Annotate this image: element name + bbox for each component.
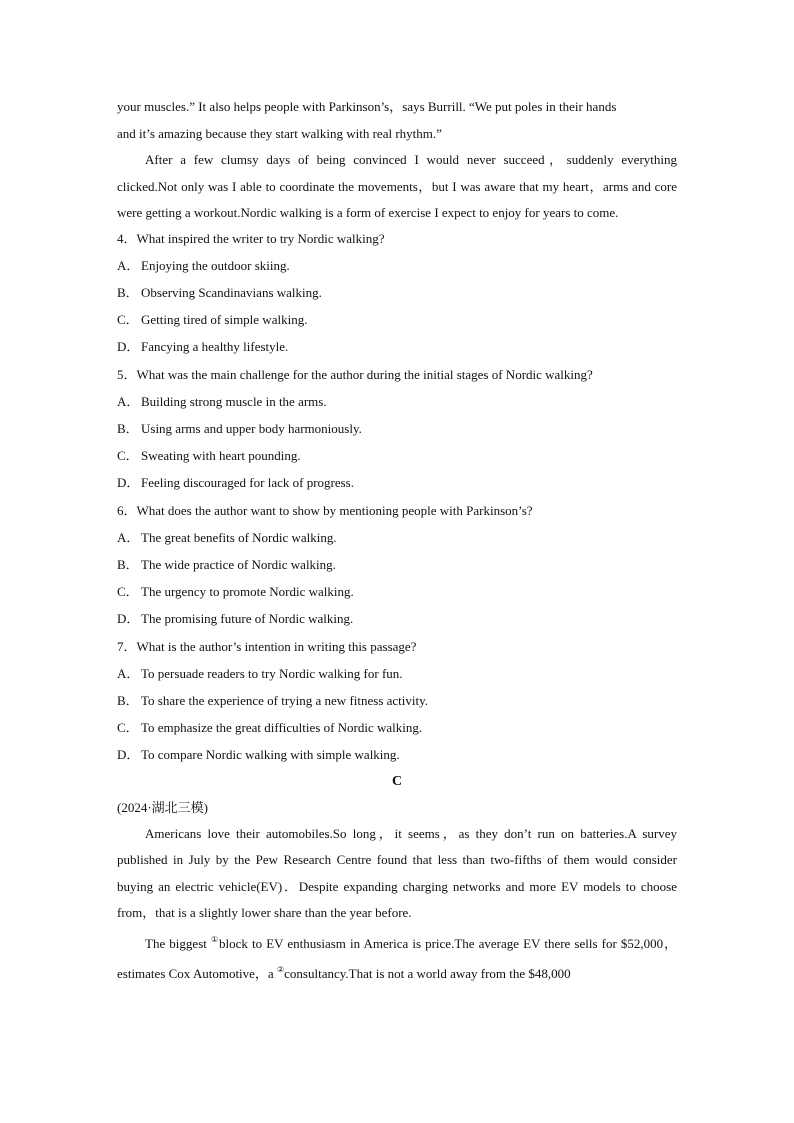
paragraph <box>117 927 677 988</box>
option-text: The great benefits of Nordic walking. <box>141 529 337 545</box>
option-d[interactable] <box>117 605 677 632</box>
paragraph: Americans love their automobiles.So long，it seems，as they don’t run on batteries.A survey published in July by the Pew Research Centre found that less than two-fifths of them would consider buying an electric vehicle(EV)．Despite expanding charging networks and more EV models to choose from，that is a slightly lower share than the year before. <box>117 825 677 921</box>
footnote-marker-1: ① <box>210 934 219 944</box>
option-b[interactable] <box>117 279 677 306</box>
option-a[interactable] <box>117 252 677 279</box>
option-b[interactable] <box>117 415 677 442</box>
document-page <box>117 94 677 988</box>
option-letter: A． <box>117 257 140 273</box>
question-4 <box>117 225 677 361</box>
option-letter: B． <box>117 420 139 436</box>
option-letter: A． <box>117 393 140 409</box>
option-letter: C． <box>117 584 139 600</box>
option-text: Getting tired of simple walking. <box>141 312 308 328</box>
question-stem: 5．What was the main challenge for the author during the initial stages of Nordic walking? <box>117 366 593 382</box>
section-heading: C <box>391 773 403 789</box>
option-b[interactable] <box>117 551 677 578</box>
option-a[interactable] <box>117 524 677 551</box>
option-b[interactable] <box>117 687 677 714</box>
option-letter: D． <box>117 475 140 491</box>
option-d[interactable] <box>117 469 677 496</box>
text-span: The biggest <box>145 935 211 951</box>
option-c[interactable] <box>117 442 677 469</box>
option-text: Building strong muscle in the arms. <box>141 393 327 409</box>
section-c <box>117 769 677 988</box>
text-span: block to EV enthusiasm in America is price.The average EV there sells for $52,000，estimates Cox Automotive，a <box>117 935 677 982</box>
option-letter: A． <box>117 529 140 545</box>
option-letter: A． <box>117 665 140 681</box>
option-letter: C． <box>117 312 139 328</box>
option-text: The promising future of Nordic walking. <box>141 611 354 627</box>
passage-b-continuation <box>117 94 677 227</box>
option-a[interactable] <box>117 660 677 687</box>
option-text: Enjoying the outdoor skiing. <box>141 257 290 273</box>
option-letter: D． <box>117 339 140 355</box>
option-text: Using arms and upper body harmoniously. <box>141 420 362 436</box>
paragraph: After a few clumsy days of being convinced I would never succeed，suddenly everything clicked.Not only was I able to coordinate the movements，but I was aware that my heart，arms and core were getting a workout.Nordic walking is a form of exercise I expect to enjoy for years to come. <box>117 152 677 220</box>
question-stem: 4．What inspired the writer to try Nordic walking? <box>117 230 385 246</box>
option-letter: B． <box>117 284 139 300</box>
option-letter: B． <box>117 692 139 708</box>
question-7 <box>117 633 677 769</box>
text-span: consultancy.That is not a world away from the $48,000 <box>284 966 571 982</box>
option-c[interactable] <box>117 578 677 605</box>
option-letter: C． <box>117 448 139 464</box>
question-list <box>117 225 677 769</box>
option-text: Sweating with heart pounding. <box>141 448 301 464</box>
option-letter: B． <box>117 556 139 572</box>
question-5 <box>117 361 677 497</box>
option-letter: D． <box>117 747 140 763</box>
text-line: and it’s amazing because they start walking with real rhythm.” <box>117 125 442 141</box>
option-text: The wide practice of Nordic walking. <box>141 556 336 572</box>
option-text: To persuade readers to try Nordic walking for fun. <box>141 665 403 681</box>
option-d[interactable] <box>117 333 677 360</box>
option-text: To emphasize the great difficulties of Nordic walking. <box>141 720 423 736</box>
option-text: To compare Nordic walking with simple walking. <box>141 747 400 763</box>
option-d[interactable] <box>117 741 677 768</box>
text-line: your muscles.” It also helps people with Parkinson’s，says Burrill. “We put poles in their hands <box>117 99 617 114</box>
option-letter: D． <box>117 611 140 627</box>
source-note: (2024·湖北三模) <box>117 799 208 815</box>
option-c[interactable] <box>117 714 677 741</box>
option-text: Fancying a healthy lifestyle. <box>141 339 289 355</box>
option-text: The urgency to promote Nordic walking. <box>141 584 354 600</box>
question-stem: 7．What is the author’s intention in writing this passage? <box>117 638 417 654</box>
option-a[interactable] <box>117 388 677 415</box>
option-text: Feeling discouraged for lack of progress. <box>141 475 354 491</box>
option-letter: C． <box>117 720 139 736</box>
footnote-marker-2: ② <box>276 965 285 975</box>
option-text: To share the experience of trying a new fitness activity. <box>141 692 429 708</box>
question-6 <box>117 497 677 633</box>
question-stem: 6．What does the author want to show by mentioning people with Parkinson’s? <box>117 502 533 518</box>
option-c[interactable] <box>117 306 677 333</box>
option-text: Observing Scandinavians walking. <box>141 284 322 300</box>
